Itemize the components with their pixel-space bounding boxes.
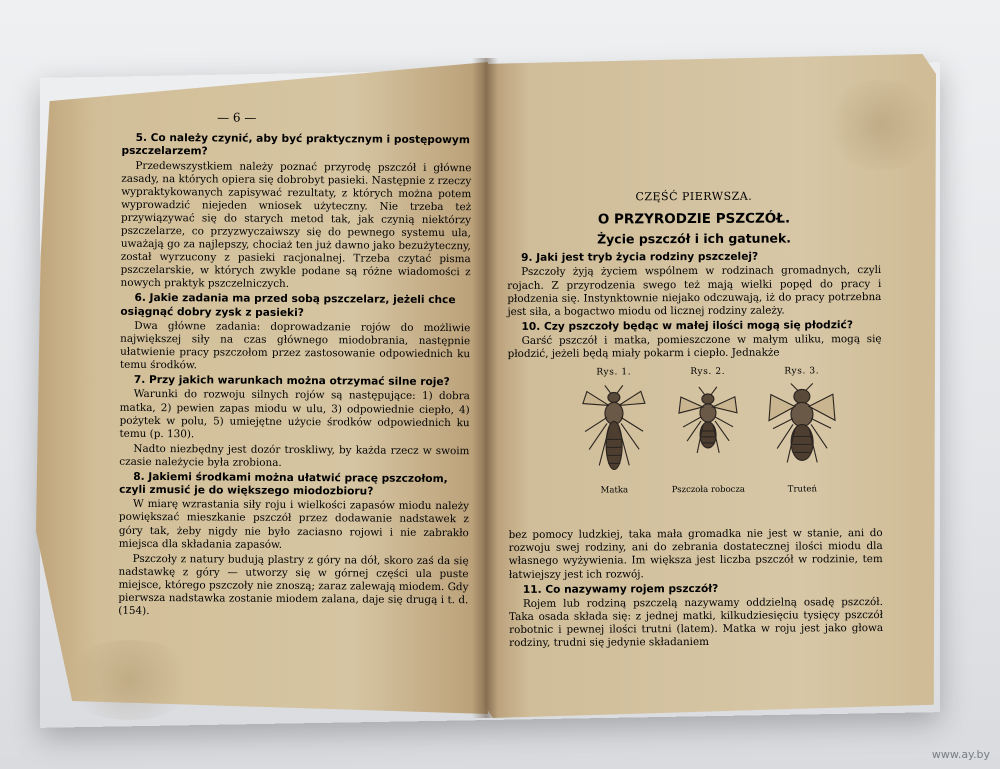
watermark: www.ay.by [931, 748, 990, 761]
right-page-blocks-top [507, 250, 882, 361]
right-page-blocks-bottom [509, 527, 884, 650]
drone-bee-icon [767, 383, 838, 483]
paper-stain [60, 640, 200, 720]
bee-figures [508, 365, 883, 525]
figure-worker [658, 366, 759, 496]
right-page-text [507, 189, 883, 652]
figure-queen [564, 366, 665, 496]
figure-drone [752, 365, 853, 495]
question-heading: 10. Czy pszczoły będąc w małej ilości mogą się płodzić? [521, 319, 853, 333]
paragraph: Garść pszczół i matka, pomieszczone w małym uliku, mogą się płodzić, jeżeli będą miały pokarm i ciepło. Jednakże [507, 333, 882, 361]
queen-bee-icon [579, 384, 650, 484]
figure-label: Matka [600, 485, 629, 496]
paragraph: W miarę wzrastania siły roju i wielkości zapasów miodu należy powiększać mieszkanie pszczół przez dodawanie nadstawek z góry tak, żeby nigdy nie było zaciasno rojowi i nie zabrakło miejsca dla składania zapasów. [118, 498, 470, 551]
question-heading: 5. Co należy czynić, aby być praktycznym i postępowym pszczelarzem? [121, 131, 470, 158]
question-heading: 7. Przy jakich warunkach można otrzymać silne roje? [133, 374, 450, 389]
figure-caption: Rys. 2. [690, 367, 726, 378]
question-heading: 6. Jakie zadania ma przed sobą pszczelarz, jeżeli chce osiągnąć dobry zysk z pasieki? [120, 292, 456, 319]
worker-bee-icon [673, 383, 744, 483]
part-heading: CZĘŚĆ PIERWSZA. [635, 189, 753, 204]
question-heading: 11. Co nazywamy rojem pszczół? [522, 582, 719, 596]
chapter-title: O PRZYRODZIE PSZCZÓŁ. [597, 210, 791, 228]
left-page-text [118, 111, 472, 623]
left-page-blocks [118, 132, 471, 621]
paragraph: Dwa główne zadania: doprowadzanie rojów do możliwie największej siły na czas głównego miodobrania, następnie ułatwienie pracy pszczołom przez zastosowanie odpowiednich ku temu środków. [119, 319, 471, 372]
paragraph: bez pomocy ludzkiej, taka mała gromadka nie jest w stanie, ani do rozwoju swej rodziny, ani do zebrania dostatecznej ilości miodu dla własnego wyżywienia. Im większa jest liczba pszczół w rodzinie, tem łatwiejszy jest ich rozwój. [508, 527, 883, 581]
book-gutter [472, 58, 498, 718]
paragraph: Pszczoły z natury budują plastry z góry na dół, skoro zaś da się nadstawkę z góry — utworzy się w górnej części ula puste miejsce, którego pszczoły nie znoszą; zaraz zalewają miodem. Gdy pierwsza nadstawka zostanie miodem zalana, daje się drugą i t. d. (154). [118, 552, 469, 618]
figure-caption: Rys. 3. [784, 366, 820, 377]
chapter-subtitle: Życie pszczół i ich gatunek. [597, 230, 792, 247]
paragraph: Pszczoły żyją życiem wspólnem w rodzinach gromadnych, czyli rojach. Z przyrodzenia swego też mają wielki popęd do pracy i płodzenia się. Instynktownie niejako odczuwają, iż do pracy potrzebna jest siła, a bogactwo miodu od licznej rodziny zależy. [507, 264, 882, 318]
paper-stain [820, 80, 940, 170]
paragraph: Przedewszystkiem należy poznać przyrodę pszczół i główne zasady, na których opiera się dobrobyt pasieki. Następnie z rzeczy wypraktykowanych zapisywać rezultaty, z których można potem wyprowadzić niejeden wniosek użyteczny. Nie trzeba też przywiązywać się do starych metod tak, jak czynią niektórzy pszczelarze, co przyzwyczaiwszy się do pewnego systemu ula, uważają go za najlepszy, chociaż ten już dawno jako bezużyteczny, został wyrzucony z pasieki racjonalnej. Trzeba czytać pisma pszczelarskie, w których zwykle podane są różne wiadomości z nowych praktyk pszczelniczych. [120, 159, 472, 291]
figure-label: Pszczoła robocza [671, 485, 746, 496]
paragraph: Nadto niezbędny jest dozór troskliwy, by każda rzecz w swoim czasie należycie była zrobiona. [119, 442, 470, 469]
paragraph: Rojem lub rodziną pszczelą nazywamy oddzielną osadę pszczół. Taka osada składa się: z jednej matki, kilkudziesięciu tysięcy pszczół robotnic i pewnej ilości trutni (latem). Matka w roju jest jako głowa rodziny, trudni się jedynie składaniem [508, 595, 884, 650]
figure-caption: Rys. 1. [596, 367, 632, 378]
paragraph: Warunki do rozwoju silnych rojów są następujące: 1) dobra matka, 2) pewien zapas miodu w ulu, 3) odpowiednie ciepło, 4) pożytek w polu, 5) umiejętne użycie środków odpowiednich ku temu (p. 130). [119, 388, 470, 441]
question-heading: 9. Jaki jest tryb życia rodziny pszczelej? [521, 250, 759, 265]
figure-label: Truteń [787, 484, 817, 495]
question-heading: 8. Jakiemi środkami można ułatwić pracę pszczołom, czyli zmusić je do większego miodozbioru? [119, 470, 448, 498]
page-number: — 6 — [217, 110, 257, 125]
